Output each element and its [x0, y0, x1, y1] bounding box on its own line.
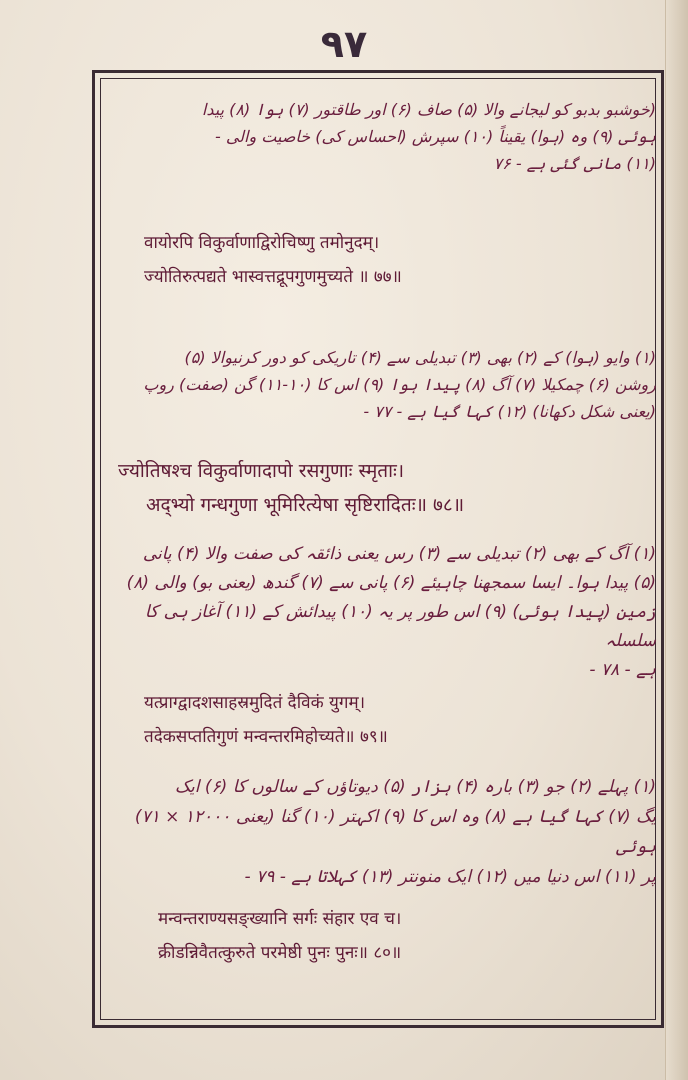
sanskrit-line: अद्भ्यो गन्धगुणा भूमिरित्येषा सृष्टिरादितः॥ ७८॥	[146, 494, 465, 516]
urdu-line: پر (۱۱) اس دنیا میں (۱۲) ایک منونتر (۱۳) کہلاتا ہے - ۷۹ -	[244, 867, 656, 887]
urdu-line: روشن (۶) چمکیلا (۷) آگ (۸) پیدا ہوا (۹) اس کا (۱۰-۱۱) گن (صفت) روپ	[143, 375, 656, 394]
urdu-line: زمین (پیدا ہوئی) (۹) اس طور پر یہ (۱۰) پیدائش کے (۱۱) آغاز ہی کا سلسلہ	[144, 602, 656, 651]
page-number: ۹۷	[320, 22, 368, 66]
urdu-line: (۱۱) مانی گئی ہے - ۷۶	[493, 154, 656, 173]
urdu-line: ہے - ۷۸ -	[589, 660, 656, 680]
adjacent-page-edge	[665, 0, 688, 1080]
urdu-paragraph-1	[108, 96, 656, 177]
urdu-line: (۱) وایو (ہوا) کے (۲) بھی (۳) تبدیلی سے (۴) تاریکی کو دور کرنیوالا (۵)	[184, 348, 656, 367]
sanskrit-verse-79	[108, 686, 656, 754]
sanskrit-line: तदेकसप्ततिगुणं मन्वन्तरमिहोच्यते॥ ७९॥	[144, 727, 388, 747]
urdu-line: (۱) پہلے (۲) جو (۳) بارہ (۴) ہزار (۵) دیوتاؤں کے سالوں کا (۶) ایک	[174, 777, 656, 797]
urdu-line: (۱) آگ کے بھی (۲) تبدیلی سے (۳) رس یعنی ذائقہ کی صفت والا (۴) پانی	[142, 544, 656, 564]
urdu-paragraph-3	[108, 540, 656, 685]
sanskrit-line: ज्योतिषश्च विकुर्वाणादापो रसगुणाः स्मृताः।	[118, 460, 405, 482]
sanskrit-verse-80	[108, 902, 656, 970]
urdu-line: (۵) پیدا ہوا۔ ایسا سمجھنا چاہیئے (۶) پانی سے (۷) گندھ (یعنی بو) والی (۸)	[126, 573, 656, 593]
urdu-paragraph-4	[108, 772, 656, 892]
sanskrit-line: वायोरपि विकुर्वाणाद्विरोचिष्णु तमोनुदम्।	[144, 233, 380, 253]
sanskrit-line: यत्प्राग्द्वादशसाहस्रमुदितं दैविकं युगम्।	[144, 693, 366, 713]
urdu-line: (خوشبو بدبو کو لیجانے والا (۵) صاف (۶) اور طاقتور (۷) ہوا (۸) پیدا	[201, 100, 656, 119]
urdu-paragraph-2	[108, 344, 656, 425]
sanskrit-line: ज्योतिरुत्पद्यते भास्वत्तद्रूपगुणमुच्यते ॥ ७७॥	[144, 267, 402, 287]
urdu-line: یگ (۷) کہا گیا ہے (۸) وہ اس کا (۹) اکہتر (۱۰) گنا (یعنی ۱۲۰۰۰ × ۷۱) ہوئی	[134, 807, 656, 857]
sanskrit-verse-78	[108, 454, 656, 522]
sanskrit-verse-77	[108, 226, 656, 294]
sanskrit-line: क्रीडन्निवैतत्कुरुते परमेष्ठी पुनः पुनः॥ ८०॥	[158, 943, 402, 963]
urdu-line: ہوئی (۹) وہ (ہوا) یقیناً (۱۰) سپرش (احساس کی) خاصیت والی -	[214, 127, 656, 146]
sanskrit-line: मन्वन्तराण्यसङ्ख्यानि सर्गः संहार एव च।	[158, 909, 402, 929]
urdu-line: (یعنی شکل دکھانا) (۱۲) کہا گیا ہے - ۷۷ -	[363, 402, 656, 421]
